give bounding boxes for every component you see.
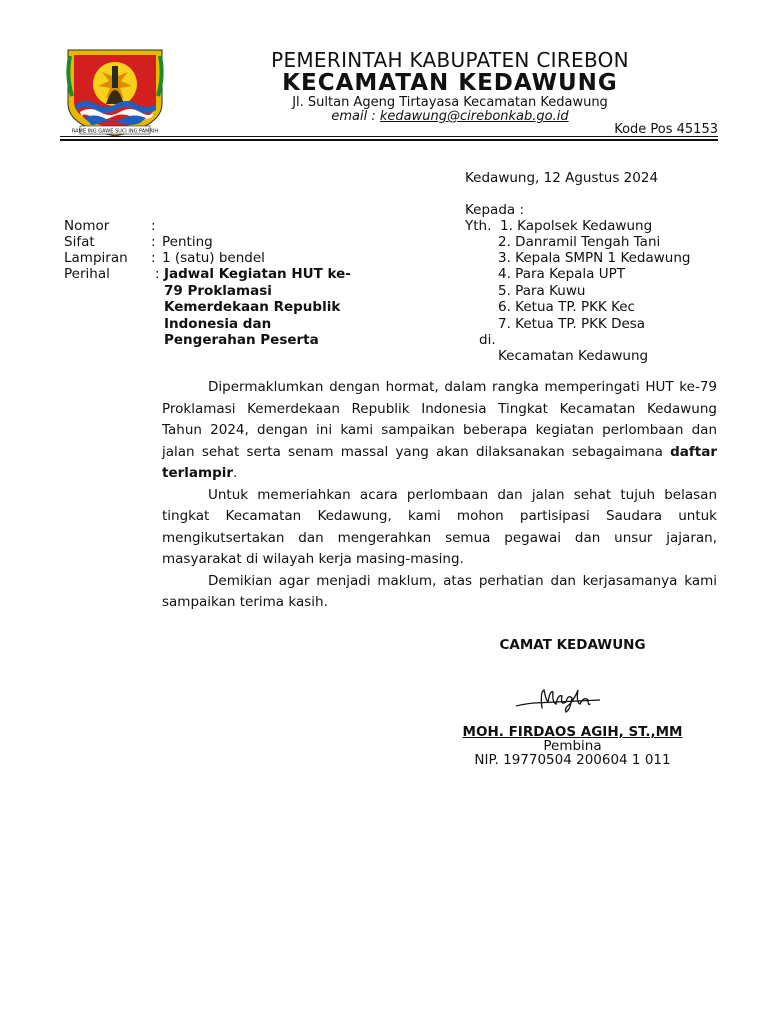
meta-colon: : — [151, 234, 156, 250]
cirebon-regency-logo — [62, 46, 168, 138]
meta-colon: : — [151, 250, 156, 266]
recipient-di: di. — [479, 332, 496, 348]
recipient-item: 2. Danramil Tengah Tani — [498, 234, 661, 250]
recipient-yth: Yth. — [465, 218, 492, 234]
perihal-line: Jadwal Kegiatan HUT ke- — [164, 266, 351, 282]
letter-date: Kedawung, 12 Agustus 2024 — [465, 170, 659, 186]
recipient-kepada: Kepada : — [465, 202, 525, 218]
meta-label-nomor: Nomor — [64, 218, 110, 234]
perihal-line: Kemerdekaan Republik — [164, 299, 341, 315]
recipient-item: 6. Ketua TP. PKK Kec — [498, 299, 635, 315]
meta-colon: : — [155, 266, 160, 282]
body-paragraph-3: Demikian agar menjadi maklum, atas perhatian dan kerjasamanya kami sampaikan terima kasih. — [162, 572, 717, 610]
body-paragraph-1 — [162, 377, 717, 485]
meta-value-sifat: Penting — [162, 234, 213, 250]
recipient-item: 5. Para Kuwu — [498, 283, 586, 299]
letterhead-government: PEMERINTAH KABUPATEN CIREBON — [271, 48, 629, 72]
perihal-subject — [164, 266, 384, 349]
body-p1-text: Dipermaklumkan dengan hormat, dalam rangka memperingati HUT ke-79 Proklamasi Kemerdekaan Republik Indonesia Tingkat Kecamatan Kedawung Tahun 2024, dengan ini kami sampaikan beberapa kegiatan perlombaan dan jalan sehat serta senam massal yang akan dilaksanakan sebagaimana — [162, 379, 717, 460]
signatory-rank: Pembina — [543, 738, 602, 754]
letter-body — [162, 377, 717, 614]
meta-value-lampiran: 1 (satu) bendel — [162, 250, 265, 266]
body-p1-bold: daftar terlampir — [162, 443, 717, 481]
logo-motto: RAME ING GAWE SUCI ING PAMRIH — [71, 128, 159, 135]
perihal-line: Indonesia dan — [164, 315, 272, 332]
recipient-place: Kecamatan Kedawung — [498, 348, 649, 364]
header-rule-thick — [60, 139, 718, 141]
body-paragraph-2: Untuk memeriahkan acara perlombaan dan jalan sehat tujuh belasan tingkat Kecamatan Kedawung, kami mohon partisipasi Saudara untuk mengikutsertakan dan mengerahkan semua pegawai dan unsur jajaran, masyarakat di wilayah kerja masing-masing. — [162, 486, 717, 567]
postal-code: Kode Pos 45153 — [614, 122, 718, 137]
meta-colon: : — [151, 218, 156, 234]
handwritten-signature — [510, 682, 610, 716]
recipient-item: 1. Kapolsek Kedawung — [500, 218, 653, 234]
recipient-item: 4. Para Kepala UPT — [498, 266, 626, 282]
perihal-line: 79 Proklamasi — [164, 282, 272, 299]
signatory-name: MOH. FIRDAOS AGIH, ST.,MM — [462, 724, 683, 740]
letterhead-address: Jl. Sultan Ageng Tirtayasa Kecamatan Kedawung — [292, 95, 608, 110]
letterhead-office: KECAMATAN KEDAWUNG — [282, 70, 618, 96]
header-rule-thin — [60, 136, 718, 137]
email-link[interactable]: kedawung@cirebonkab.go.id — [379, 109, 569, 124]
meta-label-perihal: Perihal — [64, 266, 110, 282]
perihal-line: Pengerahan Peserta — [164, 332, 319, 348]
body-p1-end: . — [233, 465, 238, 481]
recipient-item: 3. Kepala SMPN 1 Kedawung — [498, 250, 691, 266]
meta-label-sifat: Sifat — [64, 234, 95, 250]
recipient-item: 7. Ketua TP. PKK Desa — [498, 316, 646, 332]
meta-label-lampiran: Lampiran — [64, 250, 128, 266]
signatory-title: CAMAT KEDAWUNG — [499, 637, 646, 653]
email-label: email : — [331, 109, 380, 124]
signatory-nip: NIP. 19770504 200604 1 011 — [474, 752, 671, 768]
